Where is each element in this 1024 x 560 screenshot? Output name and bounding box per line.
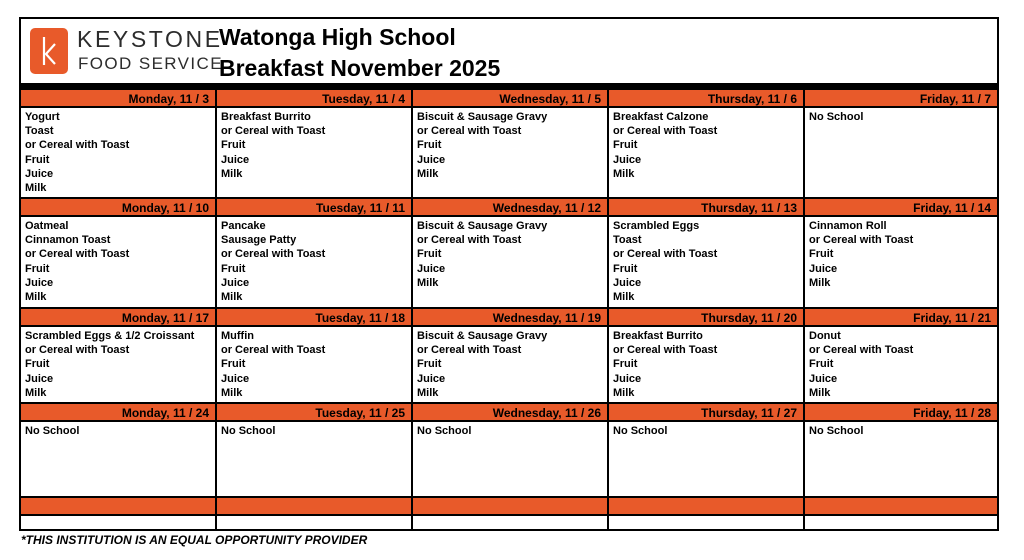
menu-item: Cinnamon Toast [25, 234, 111, 247]
menu-item: Juice [417, 262, 446, 275]
menu-items [217, 422, 411, 438]
menu-items [413, 217, 607, 290]
day-cell [609, 498, 805, 530]
day-cell [21, 309, 217, 404]
week-row [21, 404, 997, 498]
menu-item: No School [417, 425, 472, 437]
header-divider [21, 83, 997, 90]
menu-item: Milk [221, 291, 243, 304]
menu-items [217, 516, 411, 518]
menu-items [413, 422, 607, 438]
menu-item: Juice [613, 276, 642, 289]
day-header: Tuesday, 11 / 4 [217, 90, 411, 108]
menu-item: Biscuit & Sausage Gravy [417, 111, 548, 123]
menu-item: Fruit [417, 358, 442, 371]
day-header: Wednesday, 11 / 12 [413, 199, 607, 217]
menu-item: No School [809, 425, 864, 437]
day-cell [217, 90, 413, 199]
menu-items [609, 327, 803, 400]
menu-item: or Cereal with Toast [221, 125, 326, 138]
menu-item: Scrambled Eggs [613, 220, 700, 232]
menu-items [609, 422, 803, 438]
menu-item: Fruit [25, 262, 50, 275]
day-cell [413, 404, 609, 498]
day-header: Monday, 11 / 10 [21, 199, 215, 217]
menu-item: Juice [25, 276, 54, 289]
menu-items [413, 516, 607, 518]
day-cell [413, 498, 609, 530]
menu-item: Biscuit & Sausage Gravy [417, 330, 548, 342]
day-cell [609, 199, 805, 309]
week-row [21, 498, 997, 530]
menu-item: or Cereal with Toast [25, 248, 130, 261]
day-cell [21, 498, 217, 530]
day-header: Monday, 11 / 3 [21, 90, 215, 108]
menu-item: Fruit [613, 139, 638, 152]
menu-item: or Cereal with Toast [221, 248, 326, 261]
day-cell [609, 309, 805, 404]
menu-item: Milk [613, 386, 635, 399]
menu-items [21, 217, 215, 304]
day-header [805, 498, 997, 516]
day-cell [805, 309, 997, 404]
menu-item: or Cereal with Toast [25, 344, 130, 357]
day-cell [217, 309, 413, 404]
day-header: Wednesday, 11 / 5 [413, 90, 607, 108]
menu-item: Breakfast Calzone [613, 111, 709, 123]
menu-item: Juice [809, 372, 838, 385]
menu-item: Fruit [221, 262, 246, 275]
menu-item: Fruit [417, 139, 442, 152]
menu-items [21, 516, 215, 518]
day-cell [413, 90, 609, 199]
menu-items [217, 327, 411, 400]
menu-item: Fruit [25, 153, 50, 166]
menu-item: Donut [809, 330, 841, 342]
menu-item: Toast [25, 125, 54, 138]
menu-item: Milk [417, 276, 439, 289]
day-header: Thursday, 11 / 20 [609, 309, 803, 327]
day-cell [217, 498, 413, 530]
day-cell [609, 404, 805, 498]
menu-item: No School [613, 425, 668, 437]
menu-item: or Cereal with Toast [221, 344, 326, 357]
week-row [21, 309, 997, 404]
day-cell [413, 199, 609, 309]
day-cell [217, 404, 413, 498]
day-cell [805, 90, 997, 199]
day-header [217, 498, 411, 516]
day-header: Friday, 11 / 14 [805, 199, 997, 217]
day-cell [805, 498, 997, 530]
day-header [413, 498, 607, 516]
menu-item: Yogurt [25, 111, 60, 123]
menu-items [217, 217, 411, 304]
menu-item: Juice [25, 167, 54, 180]
menu-item: Breakfast Burrito [221, 111, 311, 123]
menu-items [805, 422, 997, 438]
menu-items [609, 516, 803, 518]
menu-item: Fruit [221, 358, 246, 371]
menu-item: Fruit [25, 358, 50, 371]
week-row [21, 199, 997, 309]
day-header: Monday, 11 / 24 [21, 404, 215, 422]
equal-opportunity-notice: *THIS INSTITUTION IS AN EQUAL OPPORTUNITY PROVIDER [21, 533, 368, 547]
menu-item: Fruit [613, 262, 638, 275]
menu-item: Juice [613, 153, 642, 166]
menu-item: Milk [25, 386, 47, 399]
menu-item: Sausage Patty [221, 234, 297, 247]
day-cell [413, 309, 609, 404]
menu-item: Milk [417, 386, 439, 399]
day-header: Thursday, 11 / 6 [609, 90, 803, 108]
menu-items [217, 108, 411, 181]
menu-items [805, 217, 997, 290]
menu-item: or Cereal with Toast [809, 344, 914, 357]
brand-name: KEYSTONE [77, 26, 223, 52]
day-header: Thursday, 11 / 13 [609, 199, 803, 217]
keystone-logo-icon [30, 28, 68, 74]
menu-items [805, 516, 997, 518]
menu-item: Breakfast Burrito [613, 330, 703, 342]
menu-item: Juice [417, 153, 446, 166]
menu-item: or Cereal with Toast [613, 344, 718, 357]
menu-items [21, 108, 215, 195]
menu-item: or Cereal with Toast [417, 344, 522, 357]
menu-item: Milk [25, 291, 47, 304]
menu-items [609, 217, 803, 304]
day-cell [21, 404, 217, 498]
menu-item: Milk [417, 167, 439, 180]
menu-item: Juice [613, 372, 642, 385]
day-header: Friday, 11 / 21 [805, 309, 997, 327]
day-header: Monday, 11 / 17 [21, 309, 215, 327]
menu-item: Juice [221, 372, 250, 385]
day-cell [805, 199, 997, 309]
day-cell [217, 199, 413, 309]
menu-item: Milk [25, 182, 47, 195]
day-header: Tuesday, 11 / 18 [217, 309, 411, 327]
menu-items [805, 327, 997, 400]
menu-item: Fruit [809, 358, 834, 371]
menu-item: Fruit [417, 248, 442, 261]
menu-items [413, 327, 607, 400]
day-header: Friday, 11 / 7 [805, 90, 997, 108]
brand-subtitle: FOOD SERVICE [78, 54, 223, 73]
menu-item: or Cereal with Toast [613, 248, 718, 261]
menu-item: Milk [613, 291, 635, 304]
menu-item: No School [221, 425, 276, 437]
day-header: Friday, 11 / 28 [805, 404, 997, 422]
menu-item: Milk [809, 386, 831, 399]
menu-item: or Cereal with Toast [417, 234, 522, 247]
menu-item: Pancake [221, 220, 266, 232]
menu-item: No School [25, 425, 80, 437]
header [21, 19, 997, 83]
menu-item: No School [809, 111, 864, 123]
menu-item: Juice [221, 153, 250, 166]
week-row [21, 90, 997, 199]
school-title: Watonga High School [219, 24, 456, 50]
menu-item: or Cereal with Toast [809, 234, 914, 247]
menu-item: Biscuit & Sausage Gravy [417, 220, 548, 232]
day-header: Wednesday, 11 / 19 [413, 309, 607, 327]
menu-item: Juice [25, 372, 54, 385]
menu-item: Juice [809, 262, 838, 275]
day-header: Thursday, 11 / 27 [609, 404, 803, 422]
menu-calendar [19, 17, 999, 531]
day-cell [21, 199, 217, 309]
day-cell [609, 90, 805, 199]
day-header [21, 498, 215, 516]
menu-item: Juice [221, 276, 250, 289]
menu-item: Fruit [221, 139, 246, 152]
menu-item: Milk [613, 167, 635, 180]
menu-item: Toast [613, 234, 642, 247]
day-header [609, 498, 803, 516]
menu-items [413, 108, 607, 181]
day-header: Tuesday, 11 / 11 [217, 199, 411, 217]
menu-item: Fruit [809, 248, 834, 261]
menu-item: or Cereal with Toast [417, 125, 522, 138]
menu-item: Juice [417, 372, 446, 385]
menu-item: or Cereal with Toast [613, 125, 718, 138]
menu-item: Scrambled Eggs & 1/2 Croissant [25, 330, 195, 342]
day-cell [21, 90, 217, 199]
menu-item: Milk [221, 386, 243, 399]
menu-item: Oatmeal [25, 220, 69, 232]
menu-item: Cinnamon Roll [809, 220, 887, 232]
menu-items [21, 327, 215, 400]
day-cell [805, 404, 997, 498]
menu-items [21, 422, 215, 438]
menu-items [805, 108, 997, 124]
menu-item: Muffin [221, 330, 254, 342]
menu-item: Milk [221, 167, 243, 180]
day-header: Tuesday, 11 / 25 [217, 404, 411, 422]
menu-item: Milk [809, 276, 831, 289]
menu-title: Breakfast November 2025 [219, 55, 501, 81]
day-header: Wednesday, 11 / 26 [413, 404, 607, 422]
menu-item: Fruit [613, 358, 638, 371]
menu-items [609, 108, 803, 181]
menu-item: or Cereal with Toast [25, 139, 130, 152]
